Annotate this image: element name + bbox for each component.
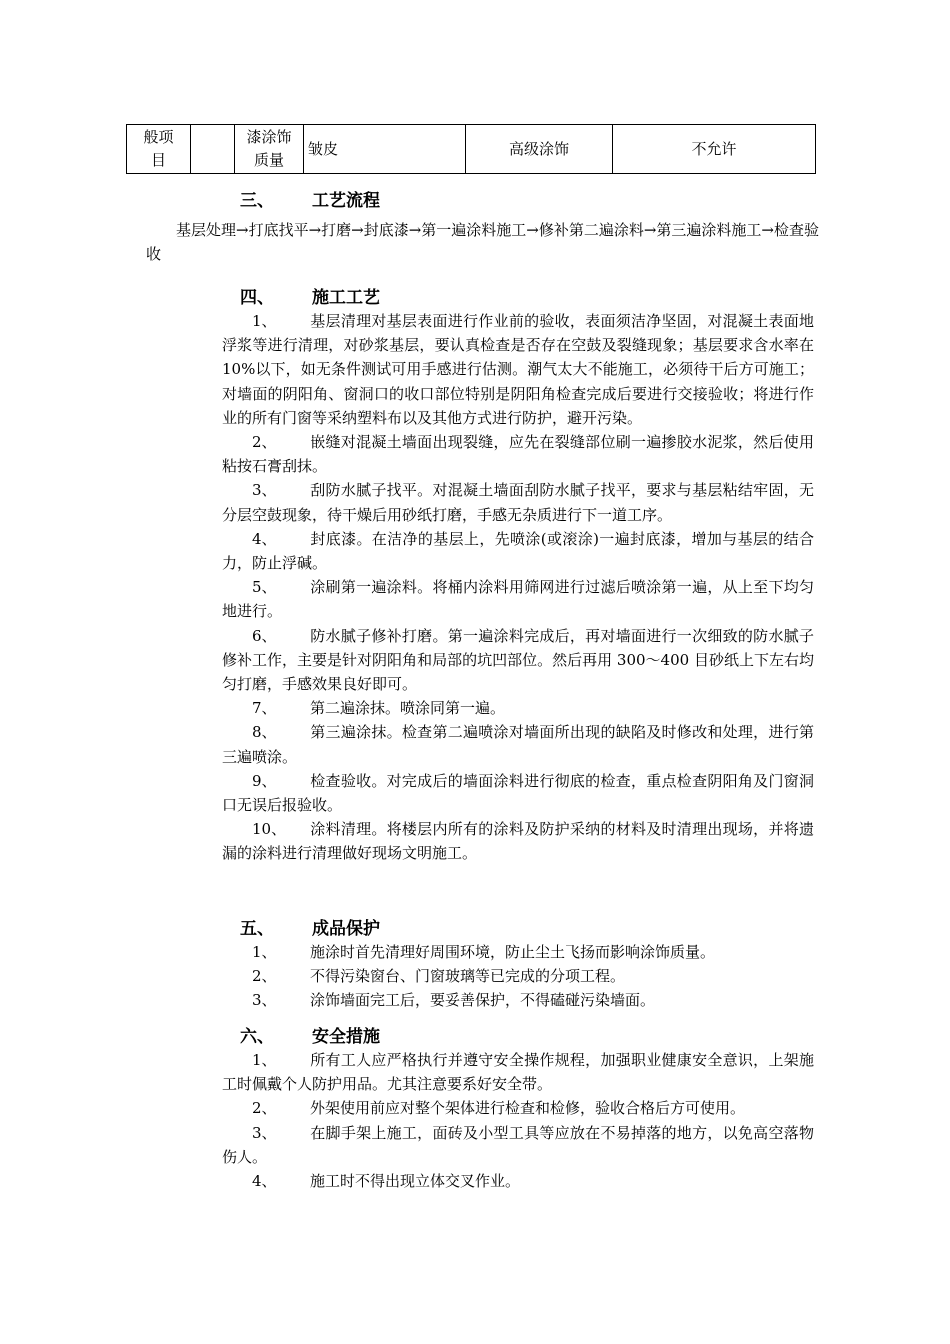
item-text: 嵌缝对混凝土墙面出现裂缝，应先在裂缝部位刷一遍掺胶水泥浆，然后使用粘按石膏刮抹。 xyxy=(222,433,814,476)
table-cell: 般项 目 xyxy=(127,125,191,174)
item-number: 5、 xyxy=(252,578,277,597)
construction-steps xyxy=(222,309,814,866)
table-cell xyxy=(191,125,235,174)
list-item xyxy=(222,940,814,964)
list-item xyxy=(222,309,814,430)
item-number: 1、 xyxy=(252,1051,277,1069)
table-cell: 漆涂饰 质量 xyxy=(235,125,304,174)
item-text: 涂料清理。将楼层内所有的涂料及防护采纳的材料及时清理出现场，并将遗漏的涂料进行清理做好现场文明施工。 xyxy=(222,820,814,863)
process-flow-text: 基层处理→打底找平→打磨→封底漆→第一遍涂料施工→修补第二遍涂料→第三遍涂料施工→检查验收 xyxy=(146,221,819,263)
section-heading xyxy=(240,283,380,308)
item-text: 刮防水腻子找平。对混凝土墙面刮防水腻子找平，要求与基层粘结牢固，无分层空鼓现象，待干燥后用砂纸打磨，手感无杂质进行下一道工序。 xyxy=(222,481,814,524)
item-number: 10、 xyxy=(252,820,287,839)
list-item xyxy=(222,817,814,865)
section-title: 成品保护 xyxy=(312,919,380,939)
item-number: 2、 xyxy=(252,967,277,986)
list-item xyxy=(222,1169,814,1193)
section-heading xyxy=(240,1022,380,1047)
item-number: 2、 xyxy=(252,1099,277,1118)
section-number: 四、 xyxy=(240,288,274,308)
item-text: 第二遍涂抹。喷涂同第一遍。 xyxy=(310,699,506,718)
section-title: 安全措施 xyxy=(312,1027,380,1047)
table-cell: 皱皮 xyxy=(304,125,466,174)
item-text: 基层清理对基层表面进行作业前的验收，表面须洁净坚固，对混凝土表面地浮浆等进行清理，对砂浆基层，要认真检查是否存在空鼓及裂缝现象；基层要求含水率在 10%以下，如无条件测试可用手感进行估测。潮气太大不能施工，必须待干后方可施工；对墙面的阴阳角、窗洞口的收口部位特别是阴阳角检查完成后要进行交接验收；将进行作业的所有门窗等采纳塑料布以及其他方式进行防护，避开污染。 xyxy=(222,312,814,427)
item-text: 涂饰墙面完工后，要妥善保护，不得磕碰污染墙面。 xyxy=(310,991,656,1010)
section-title: 施工工艺 xyxy=(312,288,380,308)
item-number: 6、 xyxy=(252,626,277,645)
section-heading xyxy=(240,914,380,939)
item-number: 4、 xyxy=(252,1172,277,1191)
section-heading xyxy=(240,186,380,211)
list-item xyxy=(222,696,814,720)
item-number: 3、 xyxy=(252,481,277,500)
item-text: 施涂时首先清理好周围环境，防止尘土飞扬而影响涂饰质量。 xyxy=(310,943,716,961)
item-text: 检查验收。对完成后的墙面涂料进行彻底的检查，重点检查阴阳角及门窗洞口无误后报验收。 xyxy=(222,771,814,815)
item-text: 在脚手架上施工，面砖及小型工具等应放在不易掉落的地方，以免高空落物伤人。 xyxy=(222,1123,814,1166)
list-item xyxy=(222,1121,814,1169)
list-item xyxy=(222,624,814,697)
item-text: 外架使用前应对整个架体进行检查和检修，验收合格后方可使用。 xyxy=(310,1099,746,1118)
list-item xyxy=(222,720,814,768)
item-text: 第三遍涂抹。检查第二遍喷涂对墙面所出现的缺陷及时修改和处理，进行第三遍喷涂。 xyxy=(222,723,814,766)
list-item xyxy=(222,1096,814,1120)
list-item xyxy=(222,527,814,575)
list-item xyxy=(222,478,814,526)
safety-measures xyxy=(222,1048,814,1193)
quality-table xyxy=(126,124,816,174)
item-text: 封底漆。在洁净的基层上，先喷涂(或滚涂)一遍封底漆，增加与基层的结合力，防止浮碱。 xyxy=(222,529,814,573)
section-number: 六、 xyxy=(240,1027,274,1047)
section-number: 五、 xyxy=(240,919,274,939)
item-text: 所有工人应严格执行并遵守安全操作规程，加强职业健康安全意识，上架施工时佩戴个人防护用品。尤其注意要系好安全带。 xyxy=(222,1051,814,1094)
table-row xyxy=(127,125,816,174)
item-number: 7、 xyxy=(252,699,277,718)
item-number: 4、 xyxy=(252,529,277,548)
list-item xyxy=(222,964,814,988)
list-item xyxy=(222,769,814,817)
item-number: 1、 xyxy=(252,312,277,330)
item-number: 3、 xyxy=(252,1123,277,1142)
list-item xyxy=(222,430,814,478)
item-text: 防水腻子修补打磨。第一遍涂料完成后，再对墙面进行一次细致的防水腻子修补工作，主要是针对阴阳角和局部的坑凹部位。然后再用 300～400 目砂纸上下左右均匀打磨，手感效果良好即可。 xyxy=(222,626,814,694)
section-title: 工艺流程 xyxy=(312,191,380,211)
section-number: 三、 xyxy=(240,191,274,211)
list-item xyxy=(222,988,814,1012)
item-number: 9、 xyxy=(252,771,277,790)
item-text: 施工时不得出现立体交叉作业。 xyxy=(310,1172,521,1191)
item-text: 涂刷第一遍涂料。将桶内涂料用筛网进行过滤后喷涂第一遍，从上至下均匀地进行。 xyxy=(222,578,814,621)
table-cell: 不允许 xyxy=(613,125,816,174)
product-protection xyxy=(222,940,814,1013)
item-number: 1、 xyxy=(252,943,277,961)
item-text: 不得污染窗台、门窗玻璃等已完成的分项工程。 xyxy=(310,967,626,986)
list-item xyxy=(222,1048,814,1096)
item-number: 8、 xyxy=(252,723,277,742)
list-item xyxy=(222,575,814,623)
table-cell: 高级涂饰 xyxy=(466,125,613,174)
item-number: 2、 xyxy=(252,433,277,452)
process-flow xyxy=(146,218,826,266)
item-number: 3、 xyxy=(252,991,277,1010)
